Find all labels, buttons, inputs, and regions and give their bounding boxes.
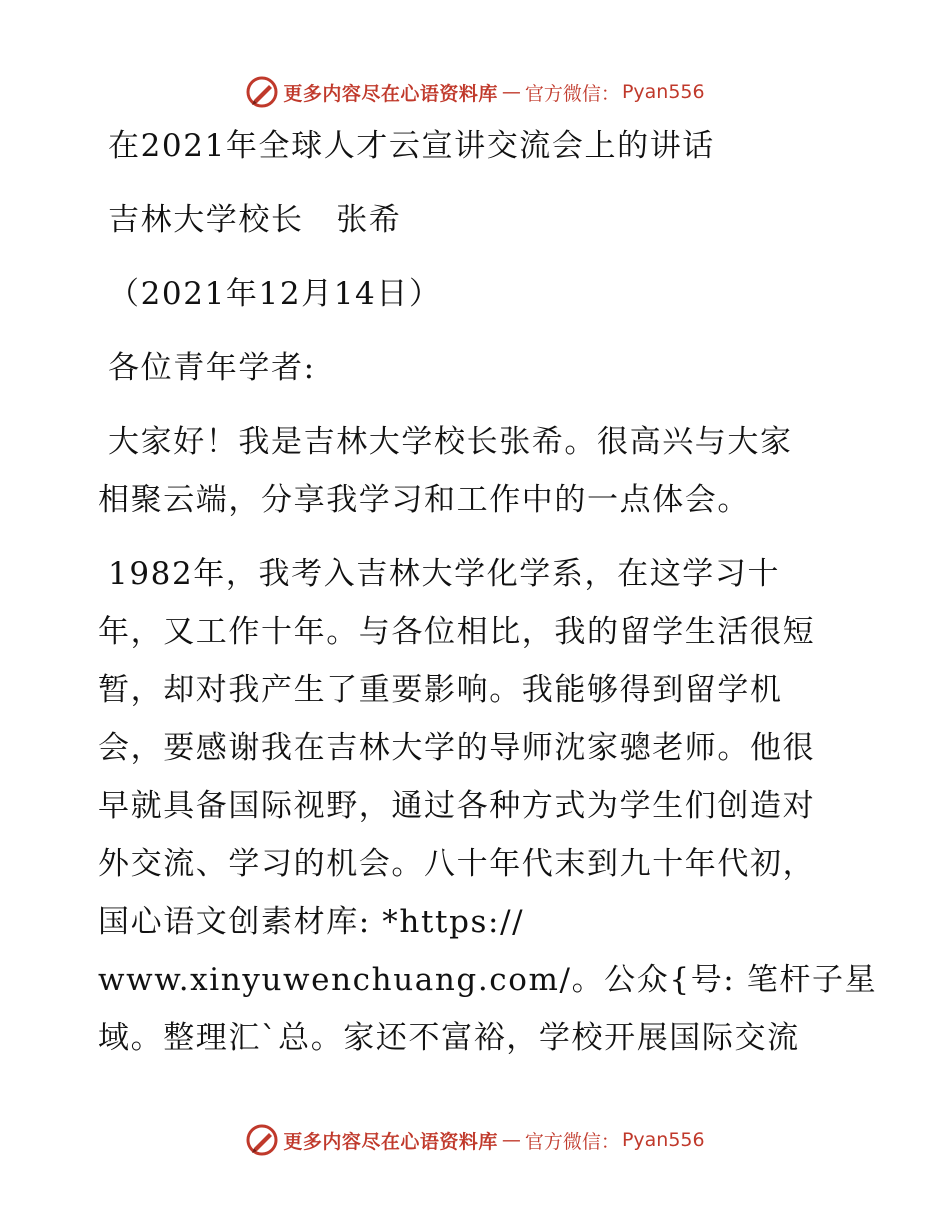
- banner-weixin-id: Pyan556: [621, 81, 705, 103]
- body-line: 早就具备国际视野，通过各种方式为学生们创造对: [98, 788, 816, 824]
- banner-slogan: 更多内容尽在心语资料库: [283, 1130, 498, 1153]
- body-line: 域。整理汇`总。家还不富裕，学校开展国际交流: [98, 1020, 800, 1056]
- banner-slogan: 更多内容尽在心语资料库: [283, 82, 498, 105]
- body-line: 会，要感谢我在吉林大学的导师沈家骢老师。他很: [98, 730, 816, 766]
- pen-logo-icon: [245, 75, 279, 109]
- author-line: 吉林大学校长 张希: [108, 202, 402, 238]
- date-line: （2021年12月14日）: [108, 276, 442, 312]
- banner-separator: —: [501, 1129, 521, 1151]
- pen-logo-icon: [245, 1123, 279, 1157]
- footer-banner: [0, 1120, 950, 1160]
- body-line: 年，又工作十年。与各位相比，我的留学生活很短: [98, 614, 816, 650]
- body-line: 相聚云端，分享我学习和工作中的一点体会。: [98, 482, 750, 518]
- banner-weixin-id: Pyan556: [621, 1129, 705, 1151]
- body-line: 外交流、学习的机会。八十年代末到九十年代初，: [98, 846, 816, 882]
- banner-weixin-label: 官方微信：: [524, 1130, 620, 1153]
- salutation: 各位青年学者:: [108, 350, 316, 386]
- body-line: 1982年，我考入吉林大学化学系，在这学习十: [108, 556, 781, 592]
- document-title: 在2021年全球人才云宣讲交流会上的讲话: [108, 128, 715, 164]
- body-line: 大家好！我是吉林大学校长张希。很高兴与大家: [108, 424, 793, 460]
- banner-separator: —: [501, 81, 521, 103]
- body-line: 暂，却对我产生了重要影响。我能够得到留学机: [98, 672, 783, 708]
- body-line: 国心语文创素材库: *https://: [98, 904, 525, 940]
- body-line: www.xinyuwenchuang.com/。公众{号: 笔杆子星: [98, 962, 878, 998]
- banner-weixin-label: 官方微信：: [524, 82, 620, 105]
- header-banner: [0, 72, 950, 112]
